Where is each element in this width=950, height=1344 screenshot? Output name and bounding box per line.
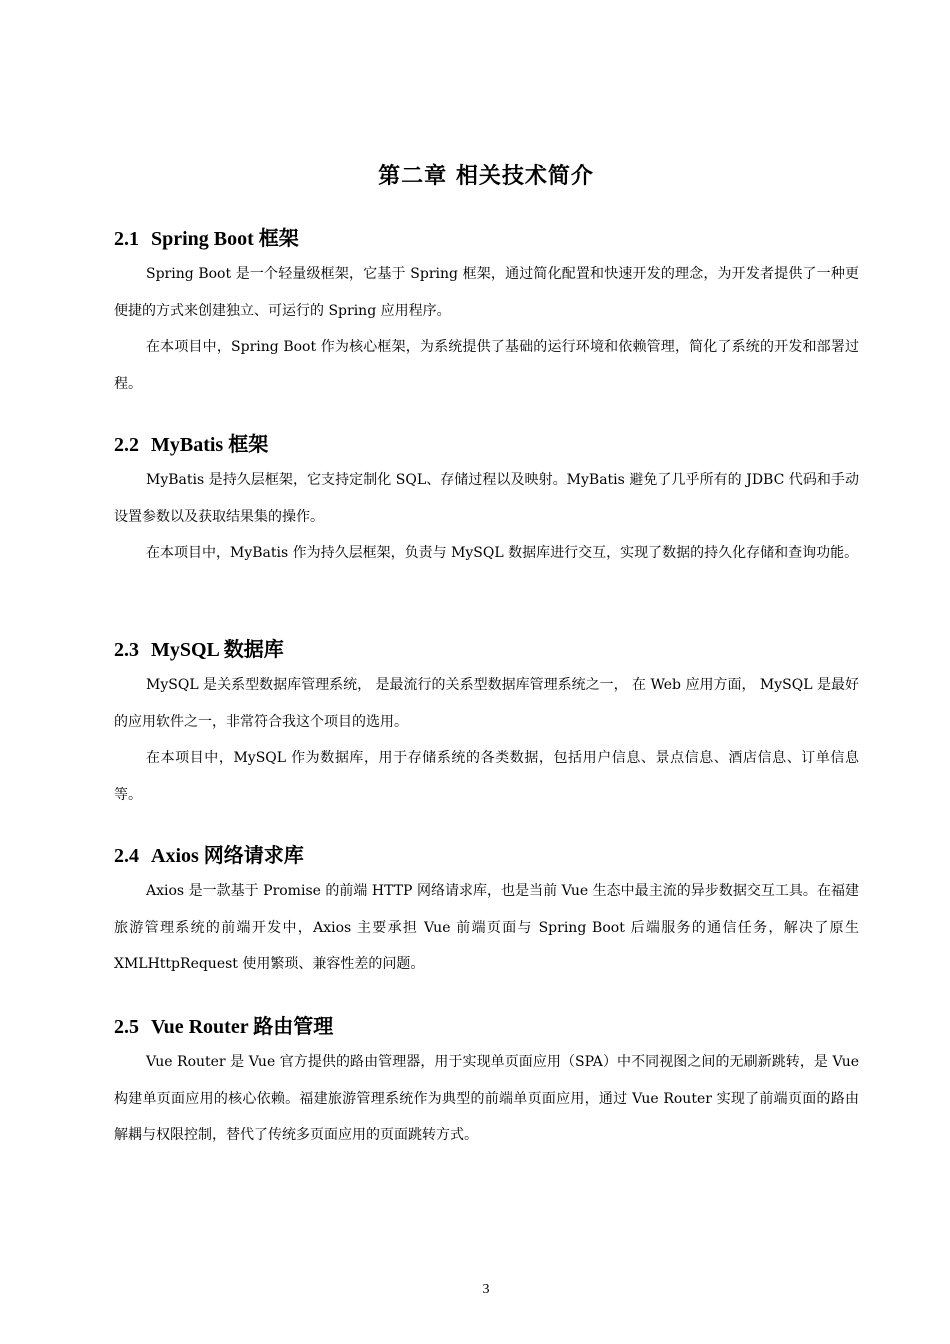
section-number: 2.2: [114, 434, 139, 456]
section-heading: [114, 839, 859, 873]
section-2-5: [114, 1010, 859, 1154]
paragraph: Spring Boot 是一个轻量级框架，它基于 Spring 框架，通过简化配置和快速开发的理念，为开发者提供了一种更便捷的方式来创建独立、可运行的 Spring 应用程序。: [114, 266, 859, 319]
paragraph: 在本项目中，MySQL 作为数据库，用于存储系统的各类数据，包括用户信息、景点信息、酒店信息、订单信息等。: [114, 750, 859, 803]
paragraph: MyBatis 是持久层框架，它支持定制化 SQL、存储过程以及映射。MyBatis 避免了几乎所有的 JDBC 代码和手动设置参数以及获取结果集的操作。: [114, 472, 859, 525]
section-title: Spring Boot 框架: [151, 228, 299, 250]
paragraph: 在本项目中，Spring Boot 作为核心框架，为系统提供了基础的运行环境和依赖管理，简化了系统的开发和部署过程。: [114, 339, 859, 392]
section-title: MyBatis 框架: [151, 434, 269, 456]
chapter-title: 第二章 相关技术简介: [378, 164, 594, 189]
section-title: Vue Router 路由管理: [151, 1016, 334, 1038]
section-2-1: [114, 222, 859, 402]
paragraph: 在本项目中，MyBatis 作为持久层框架，负责与 MySQL 数据库进行交互，实现了数据的持久化存储和查询功能。: [146, 545, 859, 561]
section-number: 2.5: [114, 1016, 139, 1038]
section-2-4: [114, 839, 859, 983]
section-heading: [114, 222, 859, 256]
section-number: 2.3: [114, 639, 139, 661]
section-title: MySQL 数据库: [151, 639, 284, 661]
page-number: 3: [482, 1282, 490, 1297]
paragraph: MySQL 是关系型数据库管理系统， 是最流行的关系型数据库管理系统之一， 在 Web 应用方面， MySQL 是最好的应用软件之一，非常符合我这个项目的选用。: [114, 677, 859, 730]
section-title: Axios 网络请求库: [151, 845, 304, 867]
section-number: 2.1: [114, 228, 139, 250]
section-2-2: [114, 428, 859, 572]
section-number: 2.4: [114, 845, 139, 867]
paragraph: Vue Router 是 Vue 官方提供的路由管理器，用于实现单页面应用（SPA）中不同视图之间的无刷新跳转，是 Vue 构建单页面应用的核心依赖。福建旅游管理系统作为典型的前端单页面应用，通过 Vue Router 实现了前端页面的路由解耦与权限控制，替代了传统多页面应用的页面跳转方式。: [114, 1054, 859, 1143]
section-2-3: [114, 633, 859, 813]
section-heading: [114, 428, 859, 462]
section-heading: [114, 1010, 859, 1044]
section-heading: [114, 633, 859, 667]
paragraph: Axios 是一款基于 Promise 的前端 HTTP 网络请求库，也是当前 Vue 生态中最主流的异步数据交互工具。在福建旅游管理系统的前端开发中，Axios 主要承担 Vue 前端页面与 Spring Boot 后端服务的通信任务，解决了原生 XMLHttpRequest 使用繁琐、兼容性差的问题。: [114, 883, 859, 972]
